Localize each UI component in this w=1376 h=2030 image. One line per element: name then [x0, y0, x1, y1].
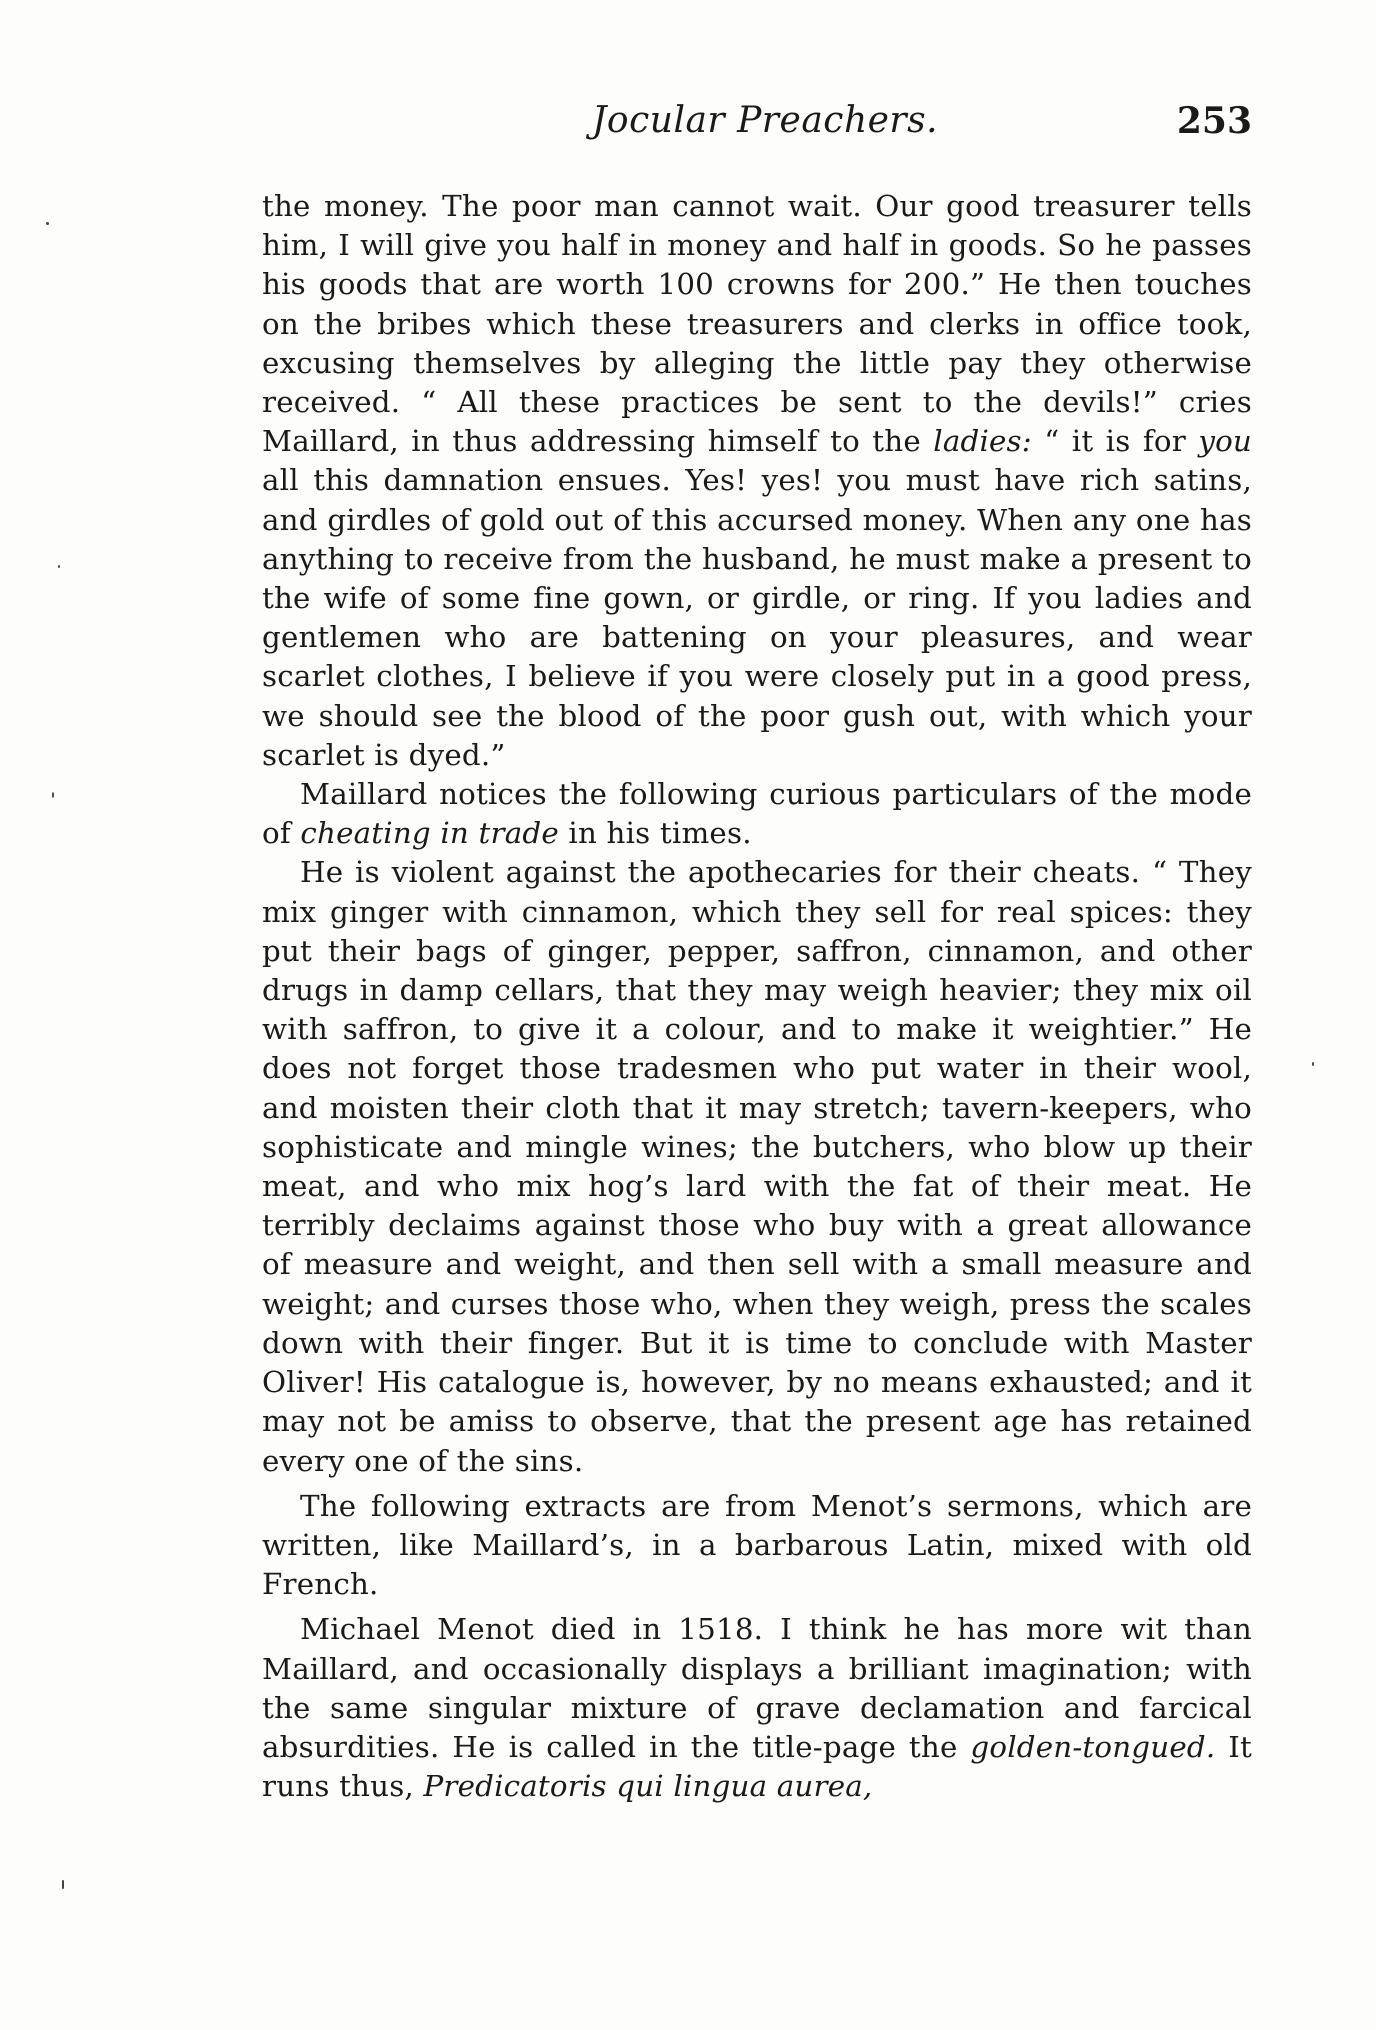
running-title: Jocular Preachers. — [592, 100, 939, 141]
scan-speck — [62, 1880, 64, 1889]
italic-segment: cheating in trade — [300, 816, 559, 851]
italic-segment: golden-tongued. — [970, 1729, 1216, 1764]
italic-segment: you — [1198, 424, 1252, 459]
text-segment: “ it is for — [1031, 424, 1199, 459]
body-text — [262, 187, 1252, 1806]
text-segment: the money. The poor man cannot wait. Our good treasurer tells him, I will give you half in money and half in goods. So he passes his goods that are worth 100 crowns for 200.” He then touches on the bribes which these treasurers and clerks in office took, excusing themselves by alleging the little pay they otherwise received. “ All these practices be sent to the devils!” cries Maillard, in thus addressing himself to the — [262, 189, 1252, 459]
scan-speck — [58, 565, 60, 568]
scan-speck — [1312, 1062, 1314, 1066]
text-segment: He is violent against the apothecaries for their cheats. “ They mix ginger with cinnamon, which they sell for real spices: they put their bags of ginger, pepper, saffron, cinnamon, and other drugs in damp cellars, that they may weigh heavier; they mix oil with saffron, to give it a colour, and to make it weightier.” He does not forget those tradesmen who put water in their wool, and moisten their cloth that it may stretch; tavern-keepers, who sophisticate and mingle wines; the butchers, who blow up their meat, and who mix hog’s lard with the fat of their meat. He terribly declaims against those who buy with a great allowance of measure and weight, and then sell with a small measure and weight; and curses those who, when they weigh, press the scales down with their finger. But it is time to conclude with Master Oliver! His catalogue is, however, by no means exhausted; and it may not be amiss to observe, that the present age has retained every one of the sins. — [262, 855, 1252, 1478]
italic-segment: Predicatoris qui lingua aurea, — [423, 1769, 873, 1804]
scan-speck — [52, 792, 54, 798]
text-segment: The following extracts are from Menot’s sermons, which are written, like Maillard’s, in a barbarous Latin, mixed with old French. — [262, 1488, 1252, 1602]
paragraph-3 — [262, 853, 1252, 1480]
running-head — [262, 100, 1252, 150]
text-segment: in his times. — [558, 816, 752, 851]
text-segment: Michael Menot died in 1518. I think he has more wit than Maillard, and occasionally displays a brilliant imagination; with the same singular mixture of grave declamation and farcical absurdities. He is called in the title-page the — [262, 1612, 1252, 1764]
paragraph-1 — [262, 187, 1252, 775]
paragraph-5 — [262, 1610, 1252, 1806]
italic-segment: ladies: — [933, 424, 1032, 459]
paragraph-2 — [262, 775, 1252, 853]
text-segment: all this damnation ensues. Yes! yes! you must have rich satins, and girdles of gold out of this accursed money. When any one has anything to receive from the husband, he must make a present to the wife of some fine gown, or girdle, or ring. If you ladies and gentlemen who are battening on your pleasures, and wear scarlet clothes, I believe if you were closely put in a good press, we should see the blood of the poor gush out, with which your scarlet is dyed.” — [262, 463, 1252, 772]
text-segment: It runs thus, — [262, 1729, 1252, 1804]
scan-speck — [46, 222, 49, 225]
paragraph-4 — [262, 1487, 1252, 1605]
text-segment: Maillard notices the following curious particulars of the mode of — [262, 777, 1252, 851]
page-number: 253 — [1176, 100, 1252, 142]
